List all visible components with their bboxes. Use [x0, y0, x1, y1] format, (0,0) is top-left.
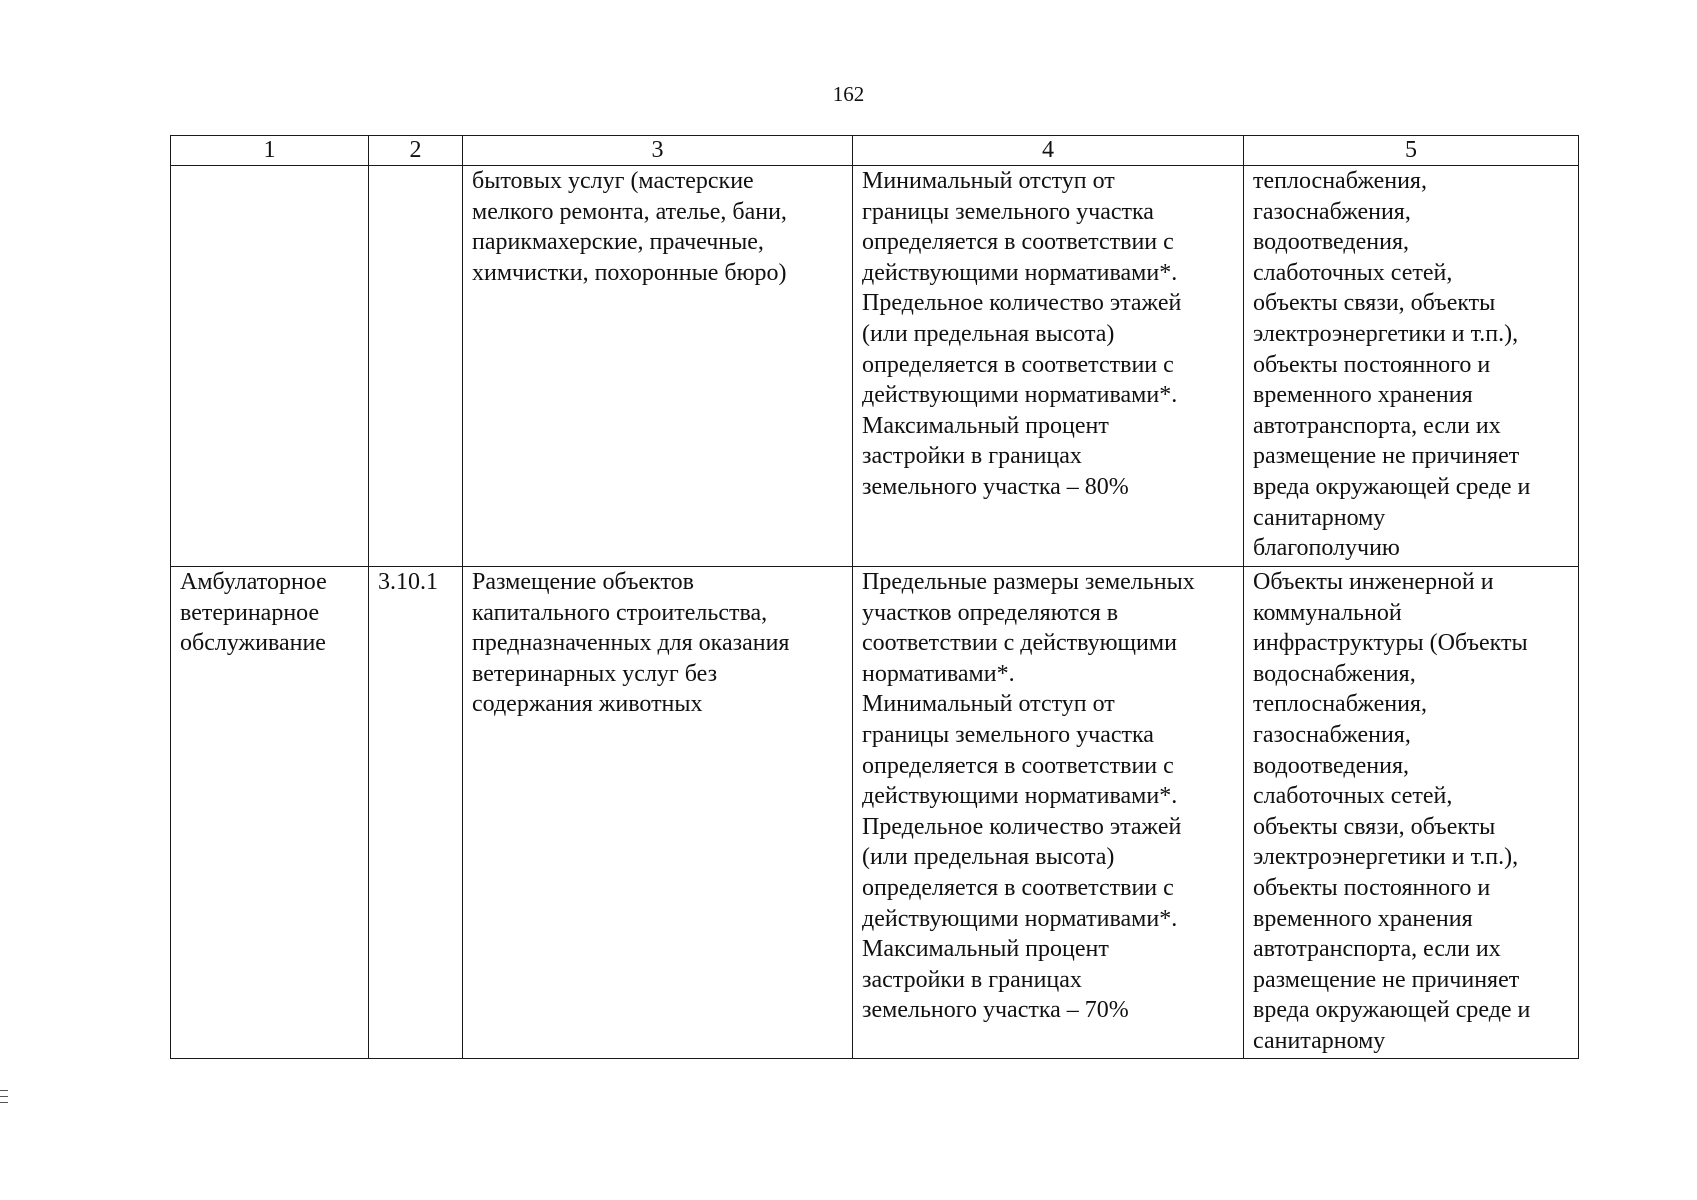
cell-parameters [853, 567, 1244, 1059]
cell-text-line: Минимальный отступ от [862, 691, 1115, 718]
cell-use-name [171, 567, 369, 1059]
cell-text-line: застройки в границах [862, 966, 1082, 993]
cell-text-line: соответствии с действующими [862, 630, 1177, 657]
cell-text-line: действующими нормативами*. [862, 905, 1178, 932]
cell-use-code [369, 567, 463, 1059]
cell-text-line: определяется в соответствии с [862, 351, 1174, 378]
cell-text-line: границы земельного участка [862, 198, 1154, 225]
cell-text-line: инфраструктуры (Объекты [1253, 630, 1528, 657]
header-col-5: 5 [1244, 136, 1579, 166]
cell-text-line: газоснабжения, [1253, 198, 1411, 225]
table-row [171, 567, 1579, 1059]
cell-text-line: водоотведения, [1253, 752, 1409, 779]
cell-text-line: электроэнергетики и т.п.), [1253, 320, 1519, 347]
cell-text-line: объекты связи, объекты [1253, 813, 1496, 840]
cell-text-line: Предельное количество этажей [862, 813, 1182, 840]
cell-text-line: действующими нормативами*. [862, 783, 1178, 810]
cell-parameters [853, 166, 1244, 567]
cell-text-line: ветеринарных услуг без [472, 660, 718, 687]
cell-text-line: Размещение объектов [472, 569, 694, 595]
cell-text-line: застройки в границах [862, 443, 1082, 470]
cell-text-line: теплоснабжения, [1253, 691, 1427, 718]
cell-text-line: (или предельная высота) [862, 844, 1115, 871]
cell-text-line: Минимальный отступ от [862, 168, 1115, 194]
cell-text-line: размещение не причиняет [1253, 966, 1520, 993]
cell-text-line: благополучию [1253, 535, 1400, 562]
cell-text-line: Амбулаторное [180, 569, 327, 595]
cell-text-line: коммунальной [1253, 599, 1402, 626]
cell-text-line: химчистки, похоронные бюро) [472, 259, 787, 286]
cell-text-line: Предельные размеры земельных [862, 569, 1195, 595]
cell-text-line: электроэнергетики и т.п.), [1253, 844, 1519, 871]
cell-text-line: предназначенных для оказания [472, 630, 790, 657]
cell-text-line: теплоснабжения, [1253, 168, 1427, 194]
cell-text-line: границы земельного участка [862, 721, 1154, 748]
scan-mark [0, 1096, 8, 1097]
cell-text-line: временного хранения [1253, 382, 1473, 409]
cell-auxiliary-uses [1244, 567, 1579, 1059]
cell-use-code [369, 166, 463, 567]
cell-text-line: определяется в соответствии с [862, 752, 1174, 779]
cell-text-line: автотранспорта, если их [1253, 412, 1501, 439]
cell-text-line: парикмахерские, прачечные, [472, 229, 764, 256]
cell-text-line: действующими нормативами*. [862, 259, 1178, 286]
scan-mark [0, 1102, 8, 1103]
cell-text-line: нормативами*. [862, 660, 1015, 687]
cell-text-line: бытовых услуг (мастерские [472, 168, 754, 194]
cell-auxiliary-uses [1244, 166, 1579, 567]
cell-text-line: автотранспорта, если их [1253, 936, 1501, 963]
page-number: 162 [832, 82, 865, 106]
cell-text-line: капитального строительства, [472, 599, 768, 626]
cell-text-line: земельного участка – 70% [862, 997, 1129, 1024]
cell-text-line: Максимальный процент [862, 412, 1109, 439]
cell-text-line: определяется в соответствии с [862, 229, 1174, 256]
cell-text-line: объекты постоянного и [1253, 351, 1491, 378]
cell-use-description [463, 166, 853, 567]
table-header-row [171, 136, 1579, 166]
cell-text-line: вреда окружающей среде и [1253, 473, 1531, 500]
cell-text-line: санитарному [1253, 1027, 1386, 1054]
cell-text-line: слаботочных сетей, [1253, 259, 1453, 286]
cell-text-line: объекты связи, объекты [1253, 290, 1496, 317]
cell-text-line: Объекты инженерной и [1253, 569, 1494, 595]
cell-text-line: временного хранения [1253, 905, 1473, 932]
cell-text-line: санитарному [1253, 504, 1386, 531]
cell-text-line: вреда окружающей среде и [1253, 997, 1531, 1024]
cell-text-line: объекты постоянного и [1253, 874, 1491, 901]
cell-text-line: определяется в соответствии с [862, 874, 1174, 901]
table-row [171, 166, 1579, 567]
header-col-1: 1 [171, 136, 369, 166]
scan-mark [0, 1090, 8, 1091]
cell-text-line: 3.10.1 [378, 569, 438, 595]
cell-text-line: водоснабжения, [1253, 660, 1416, 687]
header-col-4: 4 [853, 136, 1244, 166]
cell-text-line: ветеринарное [180, 599, 320, 626]
regulations-table [170, 135, 1579, 1059]
cell-text-line: земельного участка – 80% [862, 473, 1129, 500]
cell-text-line: Максимальный процент [862, 936, 1109, 963]
cell-text-line: действующими нормативами*. [862, 382, 1178, 409]
cell-text-line: слаботочных сетей, [1253, 783, 1453, 810]
cell-text-line: водоотведения, [1253, 229, 1409, 256]
cell-text-line: участков определяются в [862, 599, 1119, 626]
header-col-2: 2 [369, 136, 463, 166]
cell-use-description [463, 567, 853, 1059]
cell-text-line: обслуживание [180, 630, 326, 657]
header-col-3: 3 [463, 136, 853, 166]
cell-text-line: Предельное количество этажей [862, 290, 1182, 317]
cell-text-line: мелкого ремонта, ателье, бани, [472, 198, 787, 225]
cell-text-line: (или предельная высота) [862, 320, 1115, 347]
cell-use-name [171, 166, 369, 567]
cell-text-line: размещение не причиняет [1253, 443, 1520, 470]
cell-text-line: содержания животных [472, 691, 703, 718]
cell-text-line: газоснабжения, [1253, 721, 1411, 748]
